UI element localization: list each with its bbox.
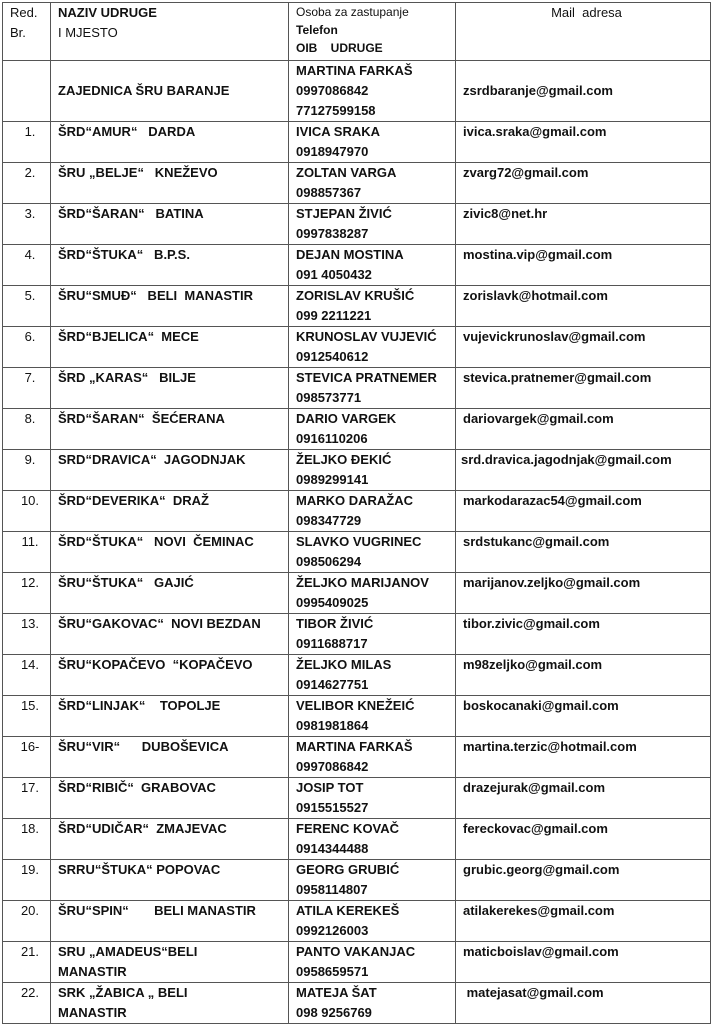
row-number: 15. <box>3 696 51 737</box>
header-number-line1: Red. <box>10 5 38 20</box>
contact-phone: 0912540612 <box>296 349 369 364</box>
association-name-line: ŠRU“GAKOVAC“ NOVI BEZDAN <box>58 616 261 631</box>
row-number: 21. <box>3 942 51 983</box>
row-number <box>3 61 51 122</box>
table-row <box>3 61 711 122</box>
contact-person: MARTINA FARKAŠ <box>296 63 413 78</box>
contact-phone: 0915515527 <box>296 800 369 815</box>
association-name <box>51 696 289 737</box>
row-number: 14. <box>3 655 51 696</box>
row-number: 20. <box>3 901 51 942</box>
association-name-line: ŠRU“VIR“ DUBOŠEVICA <box>58 739 229 754</box>
association-name-line: ŠRU“ŠTUKA“ GAJIĆ <box>58 575 194 590</box>
table-row <box>3 327 711 368</box>
row-number: 11. <box>3 532 51 573</box>
email-cell[interactable]: zvarg72@gmail.com <box>456 163 711 204</box>
contact-person: ZOLTAN VARGA <box>296 165 397 180</box>
association-name <box>51 983 289 1024</box>
contact-cell <box>289 655 456 696</box>
contact-cell <box>289 737 456 778</box>
contact-person: ZORISLAV KRUŠIĆ <box>296 288 415 303</box>
row-number: 8. <box>3 409 51 450</box>
association-name-line: ŠRU „BELJE“ KNEŽEVO <box>58 165 218 180</box>
table-row <box>3 491 711 532</box>
association-name <box>51 737 289 778</box>
table-row <box>3 204 711 245</box>
contact-person: FERENC KOVAČ <box>296 821 400 836</box>
association-name-line: ŠRD“ŠTUKA“ B.P.S. <box>58 247 190 262</box>
contact-phone: 099 2211221 <box>296 308 372 323</box>
email-cell[interactable]: m98zeljko@gmail.com <box>456 655 711 696</box>
association-name-line: SRD“DRAVICA“ JAGODNJAK <box>58 452 246 467</box>
contact-phone: 098 9256769 <box>296 1005 372 1020</box>
email-cell[interactable]: boskocanaki@gmail.com <box>456 696 711 737</box>
association-name <box>51 204 289 245</box>
association-name-line: ŠRD“ŠARAN“ ŠEĆERANA <box>58 411 225 426</box>
email-cell[interactable]: srd.dravica.jagodnjak@gmail.com <box>456 450 711 491</box>
header-contact-line2: Telefon <box>296 23 338 37</box>
contact-cell <box>289 901 456 942</box>
row-number: 17. <box>3 778 51 819</box>
association-name-line: ŠRD“AMUR“ DARDA <box>58 124 196 139</box>
association-name <box>51 614 289 655</box>
table-row <box>3 901 711 942</box>
contact-person: DEJAN MOSTINA <box>296 247 404 262</box>
contact-person: STEVICA PRATNEMER <box>296 370 437 385</box>
row-number: 10. <box>3 491 51 532</box>
contact-cell <box>289 61 456 122</box>
association-name <box>51 286 289 327</box>
association-name-line: MANASTIR <box>58 1005 127 1020</box>
email-cell[interactable]: drazejurak@gmail.com <box>456 778 711 819</box>
contact-cell <box>289 532 456 573</box>
contact-phone: 091 4050432 <box>296 267 372 282</box>
contact-person: MARTINA FARKAŠ <box>296 739 413 754</box>
table-row <box>3 368 711 409</box>
email-cell[interactable]: atilakerekes@gmail.com <box>456 901 711 942</box>
table-row <box>3 163 711 204</box>
contact-phone: 098506294 <box>296 554 362 569</box>
contact-phone: 0981981864 <box>296 718 369 733</box>
contact-phone: 0914627751 <box>296 677 369 692</box>
row-number: 18. <box>3 819 51 860</box>
association-name-line: ŠRD „KARAS“ BILJE <box>58 370 196 385</box>
contact-cell <box>289 491 456 532</box>
contact-cell <box>289 942 456 983</box>
contact-phone: 0958659571 <box>296 964 369 979</box>
email-cell[interactable]: vujevickrunoslav@gmail.com <box>456 327 711 368</box>
contact-phone: 0992126003 <box>296 923 369 938</box>
email-cell[interactable]: matejasat@gmail.com <box>456 983 711 1024</box>
contact-person: DARIO VARGEK <box>296 411 397 426</box>
association-name <box>51 409 289 450</box>
contact-phone: 098857367 <box>296 185 362 200</box>
contact-phone: 098573771 <box>296 390 362 405</box>
table-row <box>3 655 711 696</box>
contact-person: STJEPAN ŽIVIĆ <box>296 206 392 221</box>
association-name <box>51 819 289 860</box>
contact-cell <box>289 327 456 368</box>
row-number: 7. <box>3 368 51 409</box>
header-contact-line1: Osoba za zastupanje <box>296 5 409 19</box>
row-number: 6. <box>3 327 51 368</box>
contact-cell <box>289 696 456 737</box>
table-row <box>3 696 711 737</box>
contact-phone: 0995409025 <box>296 595 369 610</box>
header-name-line1: NAZIV UDRUGE <box>58 5 157 20</box>
header-number <box>3 3 51 61</box>
email-cell[interactable]: zorislavk@hotmail.com <box>456 286 711 327</box>
association-name-line: ŠRD“BJELICA“ MECE <box>58 329 199 344</box>
contact-cell <box>289 778 456 819</box>
association-name: ZAJEDNICA ŠRU BARANJE <box>51 61 289 122</box>
table-row <box>3 245 711 286</box>
association-name-line: ŠRU“SMUĐ“ BELI MANASTIR <box>58 288 253 303</box>
association-name-line: ŠRU“KOPAČEVO “KOPAČEVO <box>58 657 253 672</box>
row-number: 4. <box>3 245 51 286</box>
table-row <box>3 614 711 655</box>
contact-cell <box>289 450 456 491</box>
header-mail: Mail adresa <box>456 3 711 61</box>
association-name <box>51 491 289 532</box>
contact-phone: 0914344488 <box>296 841 369 856</box>
contact-person: KRUNOSLAV VUJEVIĆ <box>296 329 437 344</box>
table-row <box>3 819 711 860</box>
association-name <box>51 901 289 942</box>
table-header-row <box>3 3 711 61</box>
association-name <box>51 245 289 286</box>
email-cell[interactable]: ivica.sraka@gmail.com <box>456 122 711 163</box>
email-cell[interactable]: markodarazac54@gmail.com <box>456 491 711 532</box>
email-cell[interactable]: srdstukanc@gmail.com <box>456 532 711 573</box>
contact-cell <box>289 983 456 1024</box>
associations-table <box>2 2 711 1024</box>
contact-cell <box>289 245 456 286</box>
association-name <box>51 368 289 409</box>
header-contact <box>289 3 456 61</box>
contact-person: TIBOR ŽIVIĆ <box>296 616 374 631</box>
table-row <box>3 122 711 163</box>
contact-phone: 0918947970 <box>296 144 369 159</box>
contact-cell <box>289 163 456 204</box>
association-name <box>51 163 289 204</box>
association-name <box>51 573 289 614</box>
row-number: 13. <box>3 614 51 655</box>
email-cell[interactable]: dariovargek@gmail.com <box>456 409 711 450</box>
row-number: 3. <box>3 204 51 245</box>
table-row <box>3 286 711 327</box>
table-row <box>3 860 711 901</box>
contact-person: ATILA KEREKEŠ <box>296 903 400 918</box>
email-cell[interactable]: fereckovac@gmail.com <box>456 819 711 860</box>
contact-cell <box>289 286 456 327</box>
association-name-line: SRU „AMADEUS“BELI <box>58 944 198 959</box>
association-oib: 77127599158 <box>296 103 376 118</box>
contact-person: VELIBOR KNEŽEIĆ <box>296 698 415 713</box>
table-row <box>3 573 711 614</box>
contact-cell <box>289 573 456 614</box>
table-row <box>3 532 711 573</box>
association-name-line: ŠRU“SPIN“ BELI MANASTIR <box>58 903 256 918</box>
contact-phone: 0997838287 <box>296 226 369 241</box>
contact-cell <box>289 409 456 450</box>
association-name-line: SRRU“ŠTUKA“ POPOVAC <box>58 862 221 877</box>
contact-cell <box>289 204 456 245</box>
email-cell[interactable]: marijanov.zeljko@gmail.com <box>456 573 711 614</box>
contact-cell <box>289 122 456 163</box>
association-name <box>51 532 289 573</box>
table-row <box>3 450 711 491</box>
contact-person: PANTO VAKANJAC <box>296 944 416 959</box>
contact-phone: 098347729 <box>296 513 362 528</box>
email-cell[interactable]: mostina.vip@gmail.com <box>456 245 711 286</box>
table-row <box>3 778 711 819</box>
contact-person: SLAVKO VUGRINEC <box>296 534 422 549</box>
row-number: 5. <box>3 286 51 327</box>
association-name-line: ŠRD“DEVERIKA“ DRAŽ <box>58 493 209 508</box>
contact-phone: 0958114807 <box>296 882 368 897</box>
row-number: 12. <box>3 573 51 614</box>
row-number: 19. <box>3 860 51 901</box>
contact-person: MARKO DARAŽAC <box>296 493 413 508</box>
association-name-line: SRK „ŽABICA „ BELI <box>58 985 188 1000</box>
row-number: 22. <box>3 983 51 1024</box>
association-name-line: ŠRD“ŠTUKA“ NOVI ČEMINAC <box>58 534 254 549</box>
contact-cell <box>289 614 456 655</box>
row-number: 16- <box>3 737 51 778</box>
association-name <box>51 327 289 368</box>
table-row <box>3 983 711 1024</box>
contact-cell <box>289 368 456 409</box>
contact-cell <box>289 860 456 901</box>
association-name-line: MANASTIR <box>58 964 127 979</box>
contact-cell <box>289 819 456 860</box>
contact-person: ŽELJKO MILAS <box>296 657 392 672</box>
email-cell[interactable]: stevica.pratnemer@gmail.com <box>456 368 711 409</box>
association-name <box>51 778 289 819</box>
association-name <box>51 450 289 491</box>
table-row <box>3 737 711 778</box>
email-cell[interactable]: maticboislav@gmail.com <box>456 942 711 983</box>
email-cell[interactable]: zsrdbaranje@gmail.com <box>456 61 711 122</box>
association-name-line: ŠRD“ŠARAN“ BATINA <box>58 206 204 221</box>
association-name <box>51 860 289 901</box>
association-name <box>51 122 289 163</box>
email-cell[interactable]: tibor.zivic@gmail.com <box>456 614 711 655</box>
association-name <box>51 655 289 696</box>
contact-phone: 0997086842 <box>296 759 369 774</box>
association-name-line: ŠRD“LINJAK“ TOPOLJE <box>58 698 221 713</box>
email-cell[interactable]: martina.terzic@hotmail.com <box>456 737 711 778</box>
table-row <box>3 942 711 983</box>
table-row <box>3 409 711 450</box>
header-name-line2: I MJESTO <box>58 25 118 40</box>
contact-person: ŽELJKO MARIJANOV <box>296 575 429 590</box>
contact-person: JOSIP TOT <box>296 780 364 795</box>
email-cell[interactable]: zivic8@net.hr <box>456 204 711 245</box>
contact-person: ŽELJKO ĐEKIĆ <box>296 452 392 467</box>
association-name-line: ŠRD“UDIČAR“ ZMAJEVAC <box>58 821 227 836</box>
association-name-line: ŠRD“RIBIČ“ GRABOVAC <box>58 780 216 795</box>
contact-phone: 0997086842 <box>296 83 369 98</box>
row-number: 2. <box>3 163 51 204</box>
contact-phone: 0989299141 <box>296 472 369 487</box>
header-contact-line3: OIB UDRUGE <box>296 41 383 55</box>
email-cell[interactable]: grubic.georg@gmail.com <box>456 860 711 901</box>
row-number: 1. <box>3 122 51 163</box>
contact-person: MATEJA ŠAT <box>296 985 377 1000</box>
contact-phone: 0916110206 <box>296 431 368 446</box>
contact-phone: 0911688717 <box>296 636 368 651</box>
contact-person: IVICA SRAKA <box>296 124 381 139</box>
contact-person: GEORG GRUBIĆ <box>296 862 400 877</box>
header-number-line2: Br. <box>10 25 26 40</box>
row-number: 9. <box>3 450 51 491</box>
association-name <box>51 942 289 983</box>
header-name <box>51 3 289 61</box>
